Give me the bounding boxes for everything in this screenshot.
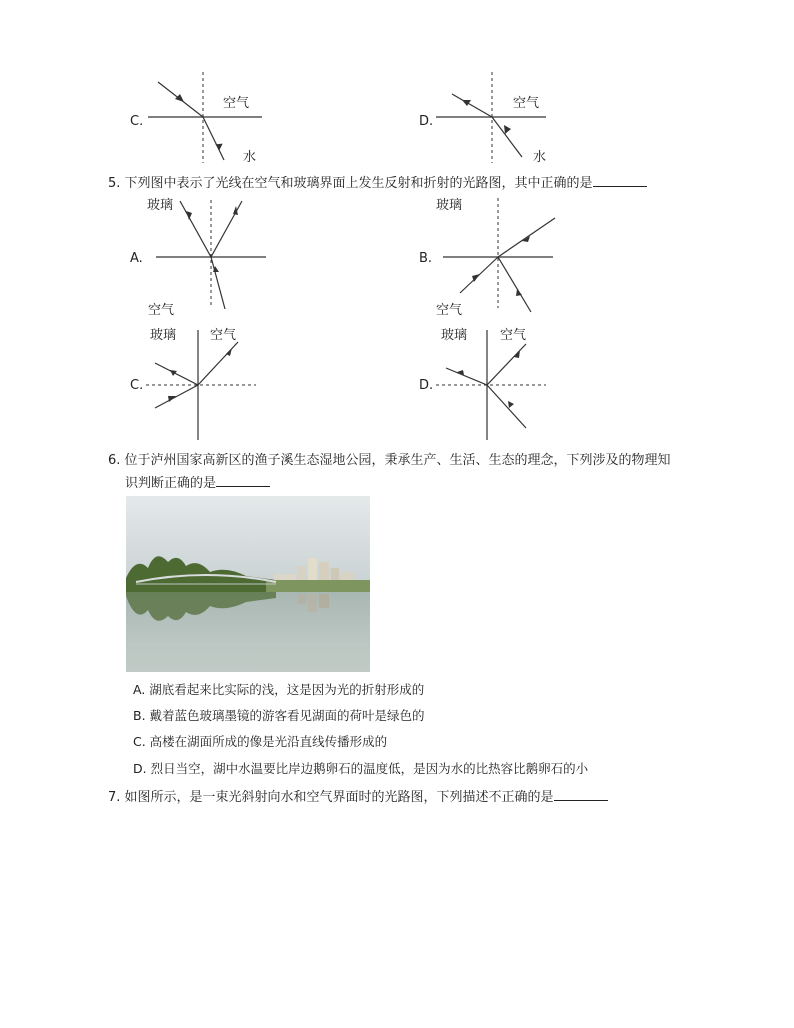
q4-d-air-label: 空气: [513, 96, 540, 111]
q5-b-air-label: 空气: [436, 303, 463, 318]
q5-b-glass-label: 玻璃: [436, 198, 463, 213]
q4-option-c-label: C.: [130, 114, 144, 129]
q4-d-water-label: 水: [533, 150, 547, 165]
q7-stem-text: 7. 如图所示，是一束光斜射向水和空气界面时的光路图，下列描述不正确的是: [108, 790, 554, 805]
q6-stem-line2: [125, 472, 270, 494]
q5-a-glass-label: 玻璃: [147, 198, 174, 213]
q4-option-d-label: D.: [419, 114, 434, 129]
q7-answer-blank[interactable]: [554, 786, 608, 801]
q7-stem: [108, 786, 608, 808]
q5-stem-text: 5. 下列图中表示了光线在空气和玻璃界面上发生反射和折射的光路图，其中正确的是: [108, 176, 593, 191]
q5-option-c-label: C.: [130, 378, 144, 393]
q6-option-d[interactable]: D. 烈日当空，湖中水温要比岸边鹅卵石的温度低，是因为水的比热容比鹅卵石的小: [133, 761, 589, 776]
q5-c-glass-label: 玻璃: [150, 328, 177, 343]
q6-answer-blank[interactable]: [216, 472, 270, 487]
q6-option-a[interactable]: A. 湖底看起来比实际的浅，这是因为光的折射形成的: [133, 682, 425, 697]
q6-stem-line2-text: 识判断正确的是: [125, 476, 217, 491]
wetland-park-photo: [126, 496, 370, 672]
q4-c-water-label: 水: [243, 150, 257, 165]
q5-d-glass-label: 玻璃: [441, 328, 468, 343]
q4-c-air-label: 空气: [223, 96, 250, 111]
q5-option-d-label: D.: [419, 378, 434, 393]
q5-option-b-label: B.: [419, 251, 433, 266]
q5-d-air-label: 空气: [500, 328, 527, 343]
q6-stem-line1: 6. 位于泸州国家高新区的渔子溪生态湿地公园，秉承生产、生活、生态的理念，下列涉及的物理知: [108, 453, 671, 468]
q5-option-a-label: A.: [130, 251, 143, 266]
q6-option-c[interactable]: C. 高楼在湖面所成的像是光沿直线传播形成的: [133, 734, 388, 749]
q5-c-air-label: 空气: [210, 328, 237, 343]
q6-option-b[interactable]: B. 戴着蓝色玻璃墨镜的游客看见湖面的荷叶是绿色的: [133, 708, 425, 723]
q5-a-air-label: 空气: [148, 303, 175, 318]
